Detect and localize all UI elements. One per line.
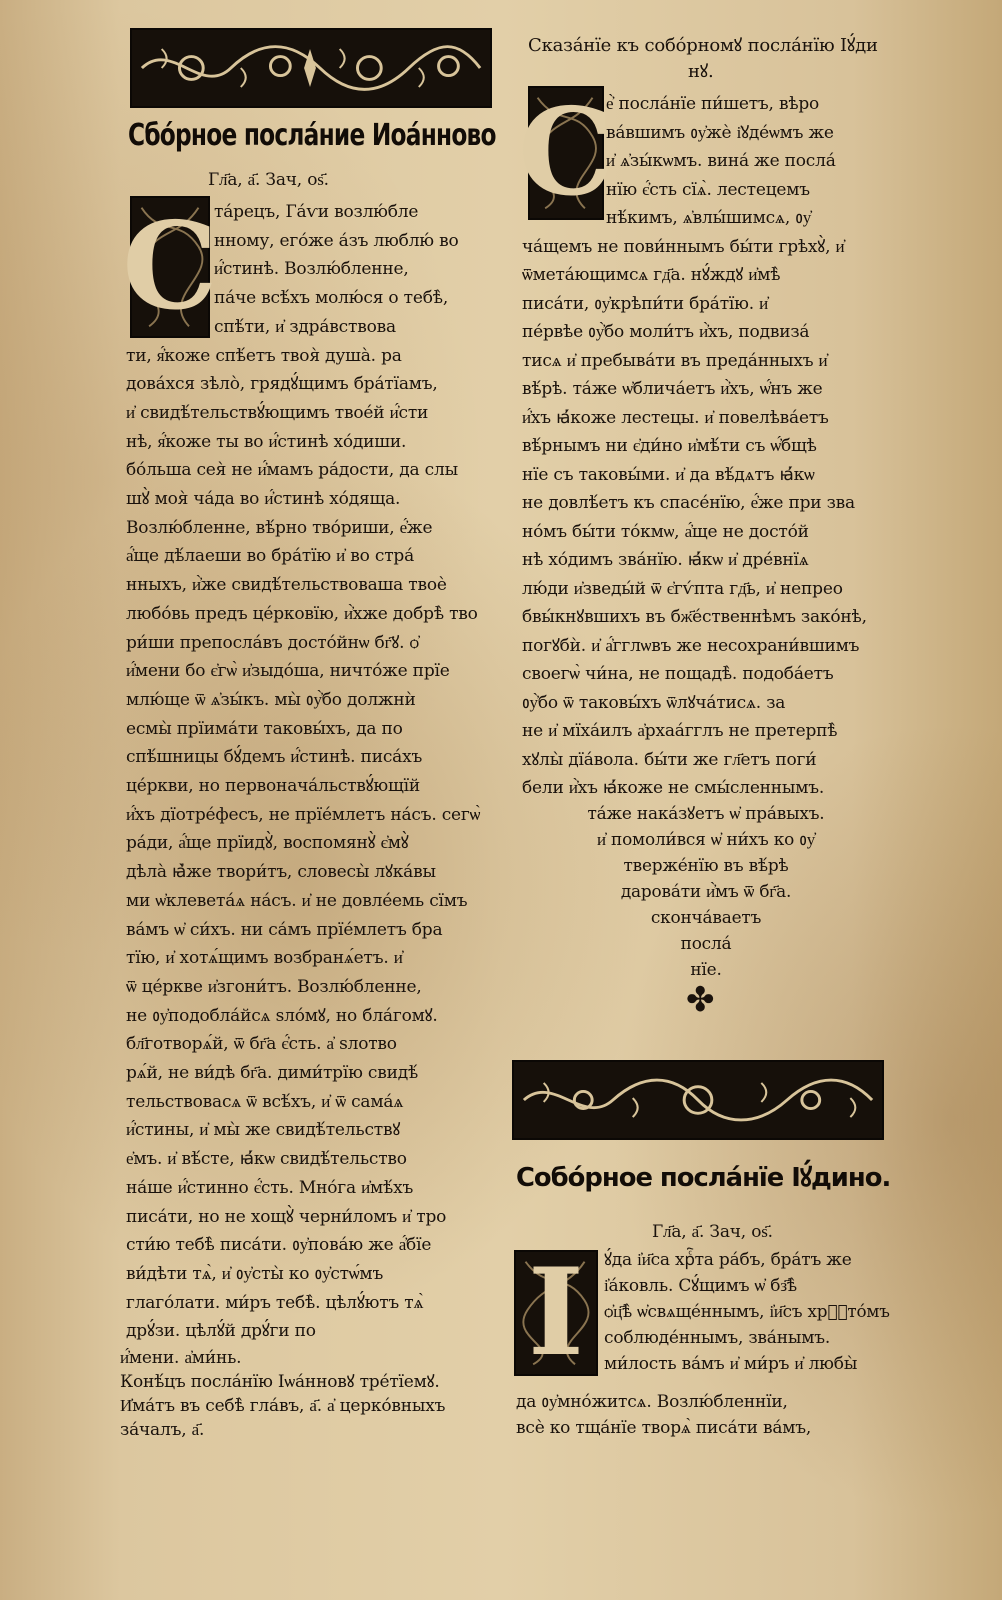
text-line: дѣла̀ ꙗ҆̀же твори́тъ, словесы̀ лꙋка́вы (126, 862, 436, 883)
chapter-marker-2: Гл҃а, а҃. Зач, оѕ҃. (652, 1222, 773, 1242)
text-line: ꙋ́да і҆и҃са хрⷭ҇та ра́бъ, бра́тъ же (604, 1250, 852, 1270)
text-line: па́че всѣ́хъ молю́ся о тебѣ̀, (214, 288, 449, 309)
text-line: вѣ́рнымъ ни є҆ди́но и҆мѣ́ти съ ѡ҆́бщѣ (522, 436, 817, 456)
text-line: и҆́стины, и҆ мы̀ же свидѣ́тельствꙋ (126, 1120, 401, 1141)
text-line: не ᲂу҆подобла́йсѧ ѕло́мꙋ, но бла́гомꙋ. (126, 1005, 438, 1026)
text-line: млю́ще ѿ ѧ҆зы́къ. мы̀ ᲂу҆̀бо должнѝ (126, 689, 416, 710)
text-line: нныхъ, и҆̀же свидѣ́тельствоваша твоѐ (126, 575, 447, 596)
text-line: не и҆ мїха́илъ а҆рхаа́гглъ не претерпѣ̀ (522, 721, 838, 741)
text-line: нѣ, я҆́коже ты во и҆́стинѣ хо́диши. (126, 431, 407, 452)
text-line: е҆мъ. и҆ вѣ́сте, ꙗ҆́кѡ свидѣ́тельство (126, 1149, 407, 1170)
dropcap-initial-right (518, 82, 614, 223)
text-line: писа́ти, но не хощꙋ̀ черни́ломъ и҆ тро (126, 1206, 447, 1227)
text-line: да ᲂу҆мно́житсѧ. Возлю́бленнїи, (516, 1392, 788, 1412)
text-line: ри́ши препосла́въ досто́йнѡ бг҃ꙋ. ѻ҆ (126, 632, 419, 653)
text-line: ви́дѣти тѧ̀, и҆ ᲂу҆сты̀ ко ᲂу҆стѡ́мъ (126, 1263, 384, 1284)
text-line: есмы̀ прїима́ти таковы́хъ, да по (126, 718, 403, 739)
text-line: хꙋлы̀ дїа́вола. бы́ти же гл҃етъ поги́ (522, 749, 817, 770)
text-line: лю́ди и҆зведы́й ѿ є҆гѵ́пта гд҃ь, и҆ непрео (522, 578, 843, 599)
text-line: та́рецъ, Га́ѵи возлю́бле (214, 202, 419, 222)
text-line: на́ше и҆́стинно є҆́сть. Мно́га и҆мѣ́хъ (126, 1177, 414, 1198)
text-line: бл҃готворѧ́й, ѿ бг҃а є҆́сть. а҆ ѕлотво (126, 1034, 397, 1055)
text-line: тисѧ и҆ пребыва́ти въ преда́нныхъ и҆ (522, 350, 828, 371)
text-line: а҆́ще дѣ́лаеши во бра́тїю и҆ во стра́ (126, 546, 415, 567)
centered-line: дарова́ти и҆̀мъ ѿ бг҃а. (620, 882, 792, 902)
text-line: бо́льша сея̀ не и҆́мамъ ра́дости, да слы (126, 460, 458, 481)
ornamental-headpiece-right (512, 1060, 884, 1140)
closing-line: за́чалъ, а҃. (120, 1420, 205, 1440)
dropcap-letter: С (122, 196, 218, 337)
floral-ornament-icon (132, 30, 490, 106)
text-line: і҆а́ковль. Сꙋ́щимъ ѡ҆ бз҃ѣ̀ (604, 1276, 797, 1296)
centered-line: сконча́ваетъ (650, 908, 762, 928)
text-line: не довлѣ́етъ къ спасе́нїю, е҆́же при зва (522, 493, 855, 513)
epistle-title-jude: Собо́рное посла́нїе Іꙋ́дино. (516, 1163, 891, 1193)
text-line: любо́вь предъ це́рковїю, и҆̀хже добрѣ̀ тво (126, 603, 478, 624)
centered-line: посла́ (680, 934, 732, 954)
text-line: спѣ́шницы бꙋ́демъ и҆́стинѣ. писа́хъ (126, 747, 423, 768)
text-line: и҆ ѧ҆зы́кѡмъ. вина́ же посла́ (606, 151, 836, 171)
text-line: е҆̀ посла́нїе пи́шетъ, вѣро (606, 94, 820, 114)
text-line: бвы́кнꙋвшихъ въ бж҃е́ственнѣмъ зако́нѣ, (522, 607, 867, 627)
text-line: вѣ́рѣ. та́же ѡ҆блича́етъ и҆̀хъ, ѡ҆́нъ же (522, 379, 823, 399)
text-line: погꙋбѝ. и҆ а҆́гглѡвъ же несохрани́вшимъ (522, 635, 860, 656)
text-line: нѣ хо́димъ зва́нїю. ꙗ҆́кѡ и҆ дре́внїѧ (522, 550, 809, 570)
closing-line: И҆ма́тъ въ себѣ̀ гла́въ, а҃. а҆ церко́вныхъ (120, 1396, 446, 1416)
text-line: нѣ́кимъ, ѧ҆влы́шимсѧ, ᲂу҆ (606, 208, 812, 228)
fleuron-ornament-icon: ✤ (686, 980, 715, 1020)
dropcap-initial-left (122, 196, 218, 338)
centered-line: и҆ помоли́вся ѡ҆ ни́хъ ко ᲂу҆ (596, 830, 816, 850)
text-line: писа́ти, ᲂу҆крѣпи́ти бра́тїю. и҆ (522, 293, 769, 314)
text-line: шꙋ̀ моя̀ ча́да во и҆́стинѣ хо́дяща. (126, 489, 401, 509)
text-line: глаго́лати. ми́ръ тебѣ̀. цѣлꙋ́ютъ тѧ̀ (126, 1292, 424, 1313)
text-line: всѐ ко тща́нїе творѧ̀ писа́ти ва́мъ, (516, 1418, 812, 1438)
floral-ornament-icon (514, 1062, 882, 1138)
dropcap-letter: І (527, 1242, 585, 1383)
text-line: спѣ́ти, и҆ здра́вствова (214, 316, 396, 337)
text-line: тїю, и҆ хотѧ́щимъ возбранѧ́етъ. и҆ (126, 948, 403, 969)
text-line: пе́рвѣе ᲂу҆̀бо моли́тъ и҆̀хъ, подвиза́ (522, 322, 810, 342)
chapter-marker: Гл҃а, а҃. Зач, оѕ҃. (208, 170, 329, 190)
text-line: рѧ́й, не ви́дѣ бг҃а. дими́трїю свидѣ́ (126, 1063, 419, 1083)
text-line: нїе съ таковы́ми. и҆ да вѣ́дѧтъ ꙗ҆́кѡ (522, 464, 815, 485)
text-line: ѿмета́ющимсѧ гд҃а. нꙋ́ждꙋ и҆мѣ̀ (522, 265, 781, 285)
text-line: и҆ свидѣ́тельствꙋ́ющимъ твое́й и҆́сти (126, 402, 429, 423)
text-line: тельствовасѧ ѿ всѣ́хъ, и҆ ѿ сама́ѧ (126, 1091, 404, 1112)
dropcap-letter: С (518, 82, 614, 223)
text-line: ѻ҆ц҃ѣ̀ ѡ҆свѧще́ннымъ, і҆и҃съ хрⷭ҇то́мъ (604, 1302, 890, 1322)
text-line: и҆́хъ ꙗ҆́коже лестецы. и҆ повелѣва́етъ (522, 407, 829, 428)
text-line: нїю є҆́сть сїѧ̀. лестецемъ (606, 179, 810, 200)
text-line: бели и҆̀хъ ꙗ҆́коже не смы́сленнымъ. (522, 778, 825, 798)
commentary-title-line-2: нꙋ. (688, 61, 714, 82)
text-line: дова́хся зѣло̀, грядꙋ́щимъ бра́тїамъ, (126, 374, 438, 395)
text-line: дрꙋ́зи. цѣлꙋ́й дрꙋ́ги по (126, 1321, 316, 1342)
text-line: но́мъ бы́ти то́кмѡ, а҆́ще не досто́й (522, 521, 809, 542)
text-line: своегѡ̀ чи́на, не пощадѣ̀. подоба́етъ (522, 664, 834, 684)
closing-line: и҆́мени. а҆ми́нь. (120, 1348, 242, 1368)
centered-line: нїе. (690, 960, 722, 980)
text-line: ва́мъ ѡ҆ си́хъ. ни са́мъ прїе́млетъ бра (126, 919, 443, 940)
text-line: ᲂу҆̀бо ѿ таковы́хъ ѿлꙋча́тисѧ. за (522, 692, 786, 713)
text-line: соблюде́ннымъ, зва́нымъ. (604, 1328, 831, 1348)
text-line: ми́лость ва́мъ и҆ ми́ръ и҆ любы̀ (604, 1354, 858, 1374)
text-line: ми ѡ҆клевета́ѧ на́съ. и҆ не довле́емь сїмъ (126, 890, 468, 911)
text-line: ѿ це́ркве и҆згони́тъ. Возлю́бленне, (126, 976, 422, 997)
text-line: ра́ди, а҆́ще прїидꙋ̀, воспомянꙋ̀ є҆мꙋ̀ (126, 833, 409, 854)
closing-line: Конѣ́цъ посла́нїю Іѡа́нновꙋ тре́тїемꙋ. (120, 1372, 440, 1392)
text-line: нному, его́же а́зъ люблю́ во (214, 230, 459, 251)
text-line: ва́вшимъ ᲂу҆жѐ і҆ꙋде́ѡмъ же (606, 122, 834, 143)
ornamental-headpiece-left (130, 28, 492, 108)
text-line: ти, я҆́коже спѣ́етъ твоя̀ душа̀. ра (126, 345, 402, 366)
text-line: сти́ю тебѣ̀ писа́ти. ᲂу҆пова́ю же а҆́бїе (126, 1235, 432, 1256)
text-line: и҆́мени бо є҆гѡ̀ и҆зыдо́ша, ничто́же прїе (126, 661, 450, 682)
text-line: и҆́стинѣ. Возлю́бленне, (214, 259, 409, 280)
commentary-title-line-1: Сказа́нїе къ собо́рномꙋ посла́нїю Іꙋ́ди (528, 35, 878, 56)
text-line: и҆́хъ дїотре́фесъ, не прїе́млетъ на́съ. сегѡ̀ (126, 804, 481, 825)
text-line: це́ркви, но первонача́льствꙋ́ющїй (126, 776, 420, 796)
dropcap-initial-jude (514, 1242, 598, 1383)
centered-line: тверже́нїю въ вѣ́рѣ (623, 856, 789, 876)
centered-line: та́же нака́зꙋетъ ѡ҆ пра́выхъ. (587, 804, 825, 824)
epistle-title-john: Сбо́рное посла́ние Иоа́нново (128, 118, 496, 153)
text-line: Возлю́бленне, вѣ́рно тво́риши, е҆́же (126, 517, 433, 538)
text-line: ча́щемъ не пови́ннымъ бы́ти грѣхꙋ̀, и҆ (522, 236, 845, 257)
